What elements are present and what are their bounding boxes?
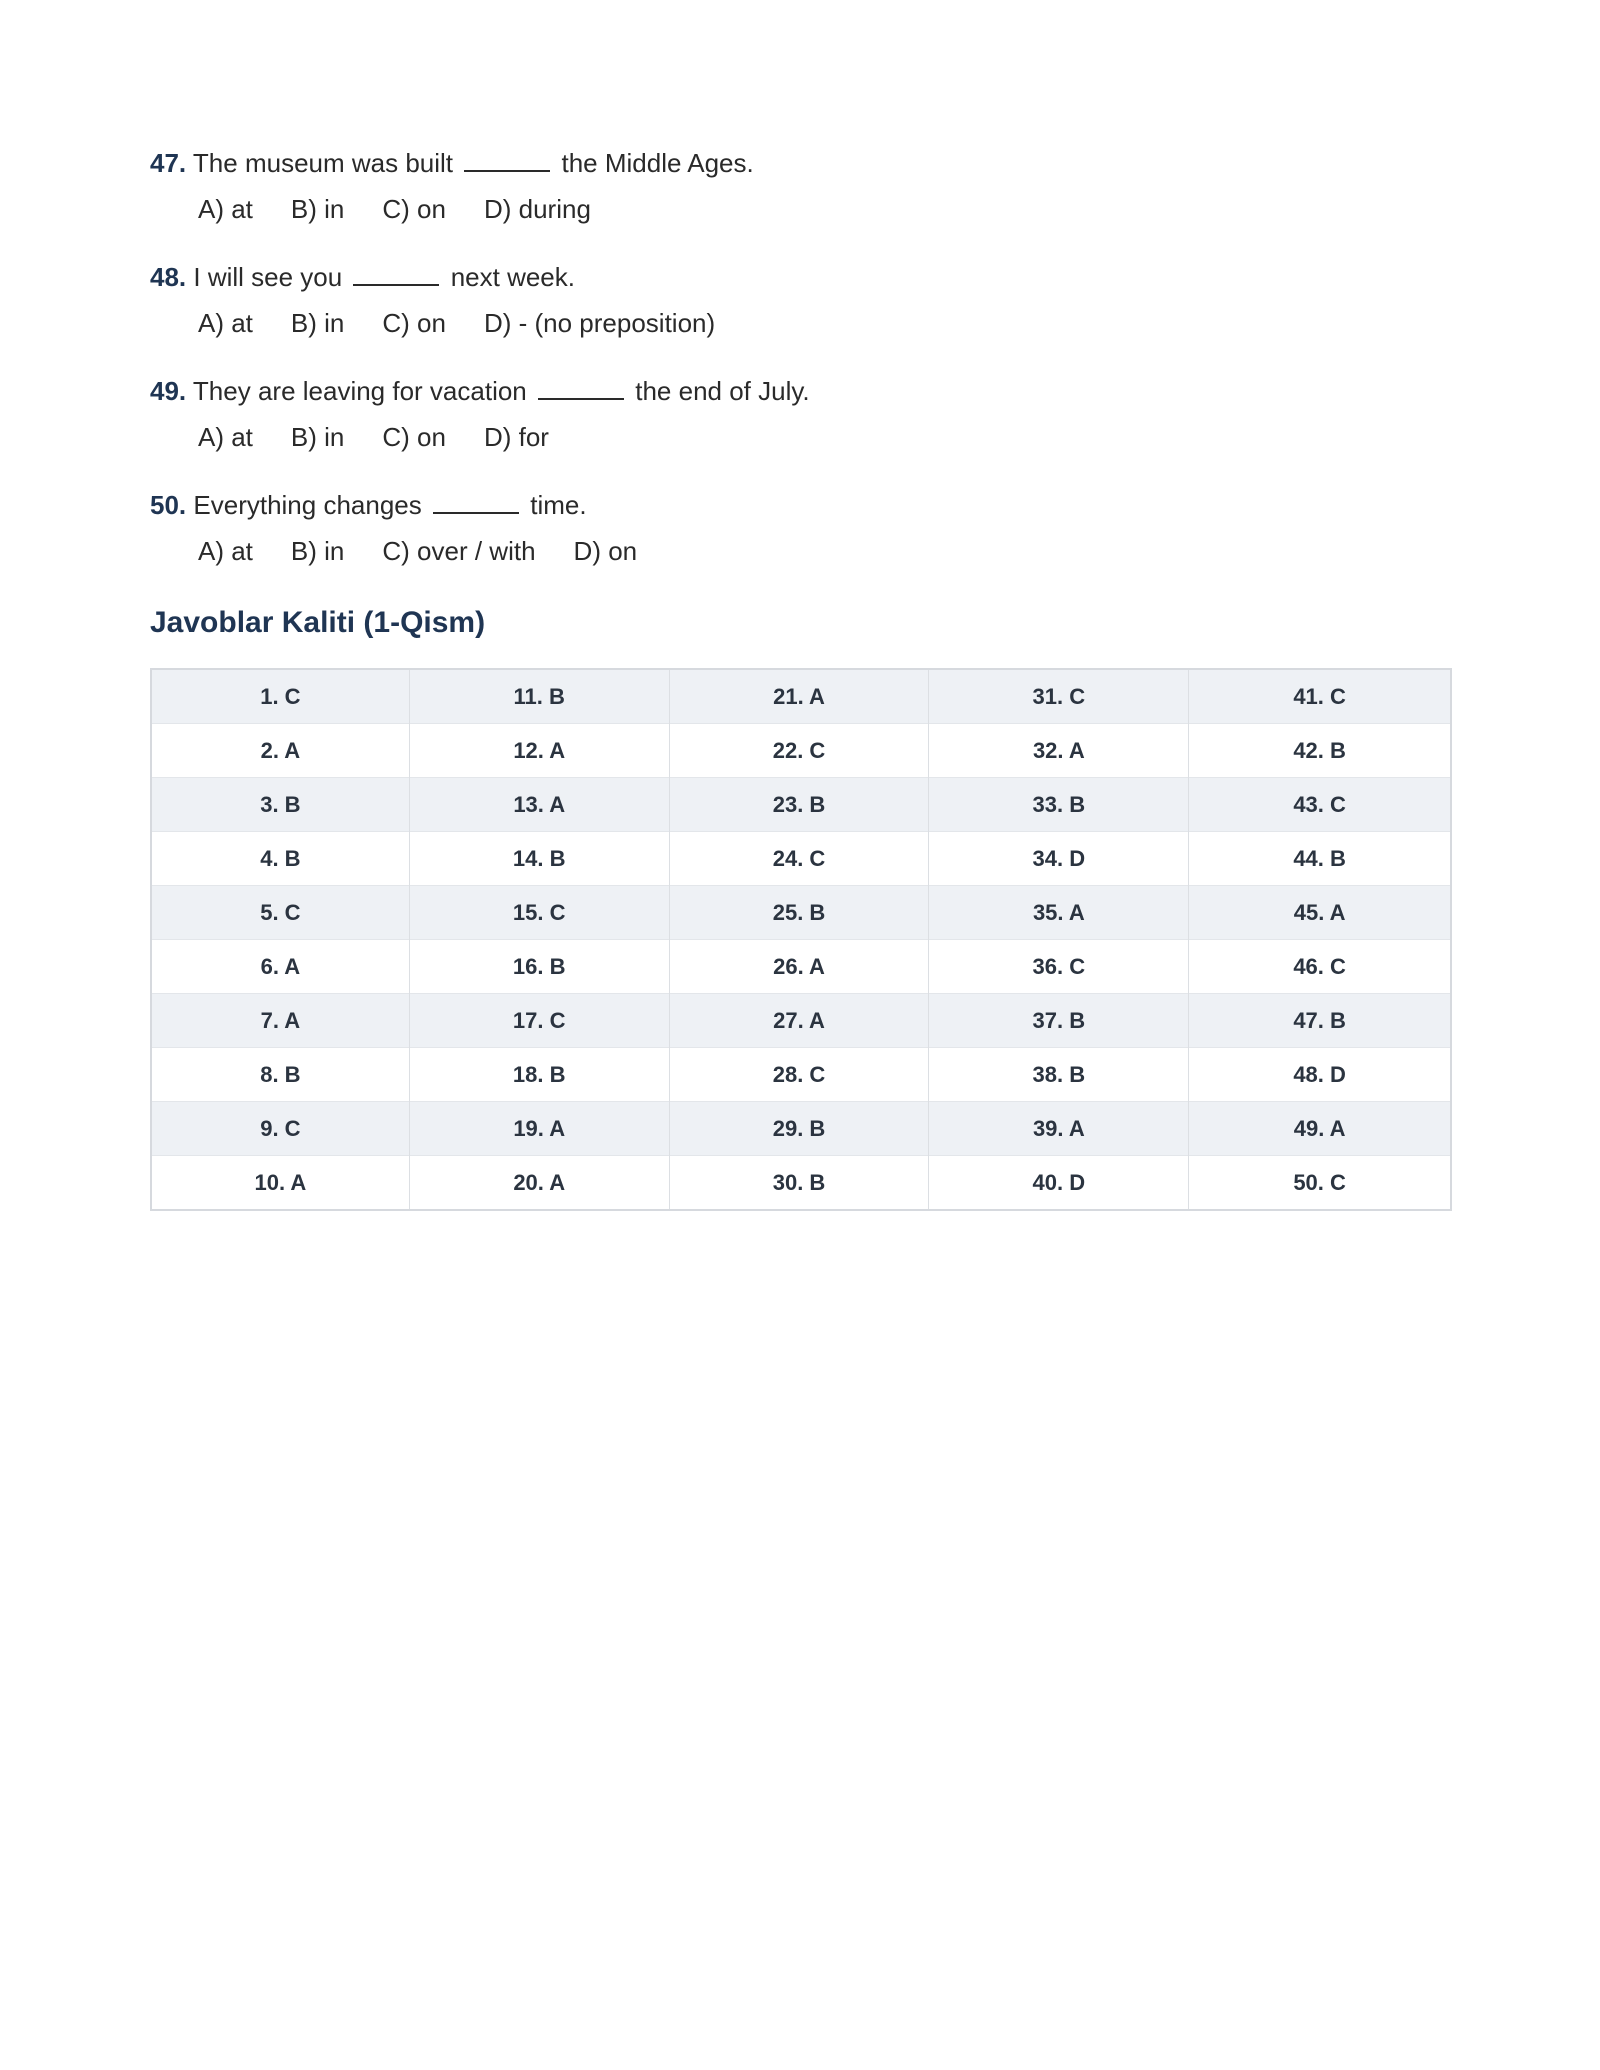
- answer-cell: 10. A: [151, 1156, 409, 1211]
- answer-blank: [433, 490, 519, 514]
- option-c: C) over / with: [382, 536, 536, 566]
- option-list: [150, 414, 1450, 460]
- option-b: B) in: [290, 536, 345, 566]
- option-b: B) in: [290, 308, 345, 338]
- answer-cell: 22. C: [669, 724, 929, 778]
- question-4: [150, 482, 1450, 574]
- option-b: B) in: [290, 194, 345, 224]
- table-row: [151, 940, 1451, 994]
- answer-cell: 7. A: [151, 994, 409, 1048]
- question-1: [150, 140, 1450, 232]
- answer-cell: 16. B: [409, 940, 669, 994]
- table-row: [151, 886, 1451, 940]
- option-c: C) on: [382, 422, 446, 452]
- answer-blank: [464, 148, 550, 172]
- answer-cell: 1. C: [151, 669, 409, 724]
- question-text: [150, 254, 1450, 300]
- answer-blank: [538, 376, 624, 400]
- answer-cell: 15. C: [409, 886, 669, 940]
- answer-cell: 30. B: [669, 1156, 929, 1211]
- answer-cell: 41. C: [1189, 669, 1451, 724]
- question-text: [150, 140, 1450, 186]
- answer-cell: 44. B: [1189, 832, 1451, 886]
- answer-cell: 25. B: [669, 886, 929, 940]
- answer-cell: 32. A: [929, 724, 1189, 778]
- answer-blank: [353, 262, 439, 286]
- option-a: A) at: [198, 422, 253, 452]
- table-row: [151, 724, 1451, 778]
- answer-cell: 21. A: [669, 669, 929, 724]
- answer-cell: 23. B: [669, 778, 929, 832]
- answer-cell: 45. A: [1189, 886, 1451, 940]
- answer-cell: 28. C: [669, 1048, 929, 1102]
- question-ending: time.: [530, 490, 587, 520]
- option-a: A) at: [198, 536, 253, 566]
- question-stem: Everything changes: [193, 490, 422, 520]
- question-ending: next week.: [450, 262, 575, 292]
- answer-cell: 43. C: [1189, 778, 1451, 832]
- question-text: [150, 482, 1450, 528]
- answer-cell: 29. B: [669, 1102, 929, 1156]
- answer-cell: 40. D: [929, 1156, 1189, 1211]
- option-d: D) on: [573, 536, 638, 566]
- question-ending: the end of July.: [635, 376, 810, 406]
- answer-cell: 20. A: [409, 1156, 669, 1211]
- document-page: [150, 140, 1450, 1211]
- question-number: 48.: [150, 262, 187, 292]
- option-c: C) on: [382, 194, 446, 224]
- question-text: [150, 368, 1450, 414]
- answer-cell: 34. D: [929, 832, 1189, 886]
- answer-cell: 9. C: [151, 1102, 409, 1156]
- question-2: [150, 254, 1450, 346]
- answer-cell: 35. A: [929, 886, 1189, 940]
- option-list: [150, 186, 1450, 232]
- answer-cell: 36. C: [929, 940, 1189, 994]
- answer-cell: 27. A: [669, 994, 929, 1048]
- answer-cell: 19. A: [409, 1102, 669, 1156]
- table-row: [151, 778, 1451, 832]
- answer-cell: 33. B: [929, 778, 1189, 832]
- answer-cell: 49. A: [1189, 1102, 1451, 1156]
- option-list: [150, 300, 1450, 346]
- option-c: C) on: [382, 308, 446, 338]
- option-list: [150, 528, 1450, 574]
- answer-cell: 46. C: [1189, 940, 1451, 994]
- question-number: 47.: [150, 148, 187, 178]
- answer-cell: 26. A: [669, 940, 929, 994]
- answer-cell: 31. C: [929, 669, 1189, 724]
- answer-cell: 39. A: [929, 1102, 1189, 1156]
- question-number: 49.: [150, 376, 187, 406]
- table-row: [151, 832, 1451, 886]
- answer-cell: 13. A: [409, 778, 669, 832]
- answer-cell: 11. B: [409, 669, 669, 724]
- answer-cell: 42. B: [1189, 724, 1451, 778]
- answer-cell: 3. B: [151, 778, 409, 832]
- answer-key-table: [150, 668, 1452, 1211]
- answer-cell: 38. B: [929, 1048, 1189, 1102]
- answer-cell: 14. B: [409, 832, 669, 886]
- table-row: [151, 994, 1451, 1048]
- answer-cell: 24. C: [669, 832, 929, 886]
- answer-cell: 48. D: [1189, 1048, 1451, 1102]
- answer-key-title: Javoblar Kaliti (1-Qism): [150, 606, 486, 639]
- option-a: A) at: [198, 194, 253, 224]
- option-d: D) for: [483, 422, 549, 452]
- table-row: [151, 1102, 1451, 1156]
- question-stem: They are leaving for vacation: [192, 376, 527, 406]
- question-stem: I will see you: [193, 262, 343, 292]
- answer-cell: 4. B: [151, 832, 409, 886]
- answer-cell: 17. C: [409, 994, 669, 1048]
- answer-cell: 2. A: [151, 724, 409, 778]
- question-list: [150, 140, 1450, 574]
- option-d: D) - (no preposition): [483, 308, 716, 338]
- answer-cell: 18. B: [409, 1048, 669, 1102]
- answer-cell: 6. A: [151, 940, 409, 994]
- answer-cell: 12. A: [409, 724, 669, 778]
- question-ending: the Middle Ages.: [561, 148, 754, 178]
- table-row: [151, 1048, 1451, 1102]
- option-d: D) during: [483, 194, 591, 224]
- question-3: [150, 368, 1450, 460]
- option-a: A) at: [198, 308, 253, 338]
- answer-cell: 5. C: [151, 886, 409, 940]
- option-b: B) in: [290, 422, 345, 452]
- answer-cell: 47. B: [1189, 994, 1451, 1048]
- answer-cell: 50. C: [1189, 1156, 1451, 1211]
- answer-cell: 37. B: [929, 994, 1189, 1048]
- question-number: 50.: [150, 490, 187, 520]
- question-stem: The museum was built: [192, 148, 454, 178]
- answer-cell: 8. B: [151, 1048, 409, 1102]
- table-row: [151, 1156, 1451, 1211]
- table-row: [151, 669, 1451, 724]
